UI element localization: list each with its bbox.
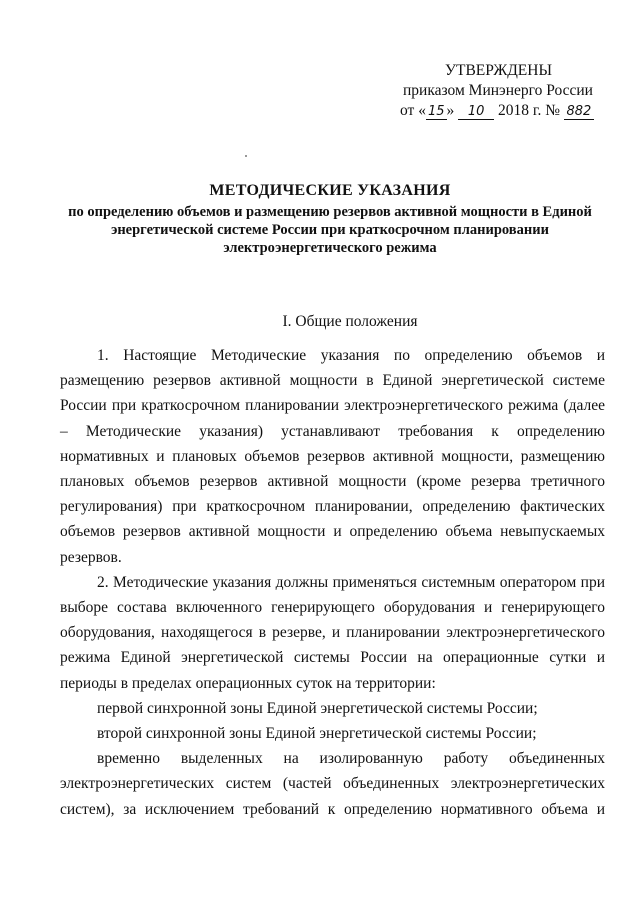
section-heading: I. Общие положения xyxy=(282,313,418,330)
approval-title: УТВЕРЖДЕНЫ xyxy=(445,62,552,79)
handwritten-month: 10 xyxy=(458,105,494,120)
handwritten-order-number: 882 xyxy=(564,105,594,120)
approval-order: приказом Минэнерго России xyxy=(403,82,593,99)
approval-stamp xyxy=(400,61,630,121)
scan-speck xyxy=(245,155,247,157)
paragraph-1: 1. Настоящие Методические указания по определению объемов и размещению резервов активной мощности в Единой энергетической системе России при краткосрочном планировании электроэнергетического режима (далее – Методические указания) устанавливают требования к определению нормативных и плановых объемов резервов активной мощности, размещению плановых объемов резервов активной мощности (кроме резерва третичного регулирования) при краткосрочном планировании, определению фактических объемов резервов активной мощности и определению объема невыпускаемых резервов. xyxy=(60,347,605,566)
document-title: МЕТОДИЧЕСКИЕ УКАЗАНИЯ xyxy=(209,182,451,199)
body-text xyxy=(60,343,605,822)
paragraph-2: 2. Методические указания должны применяться системным оператором при выборе состава включенного генерирующего оборудования и генерирующего оборудования, находящегося в резерве, и планировании электроэнергетического режима Единой энергетической системы России на операционные сутки и периоды в пределах операционных суток на территории: xyxy=(60,573,605,692)
document-title-block xyxy=(40,181,620,257)
list-item-second-zone: второй синхронной зоны Единой энергетической системы России; xyxy=(97,725,537,743)
year-text: 2018 г. № xyxy=(498,102,561,119)
date-prefix: от « xyxy=(400,102,426,119)
list-item-first-zone: первой синхронной зоны Единой энергетической системы России; xyxy=(97,699,538,717)
date-mid: » xyxy=(446,102,455,119)
list-item-isolated-systems: временно выделенных на изолированную работу объединенных электроэнергетических систем (частей объединенных электроэнергетических систем), за исключением требований к определению нормативного объема и xyxy=(60,750,605,818)
handwritten-day: 15 xyxy=(427,104,445,119)
document-subtitle: по определению объемов и размещению резервов активной мощности в Единой энергетической системе России при краткосрочном планировании электроэнергетического режима xyxy=(68,204,592,256)
approval-date-line xyxy=(400,101,630,121)
